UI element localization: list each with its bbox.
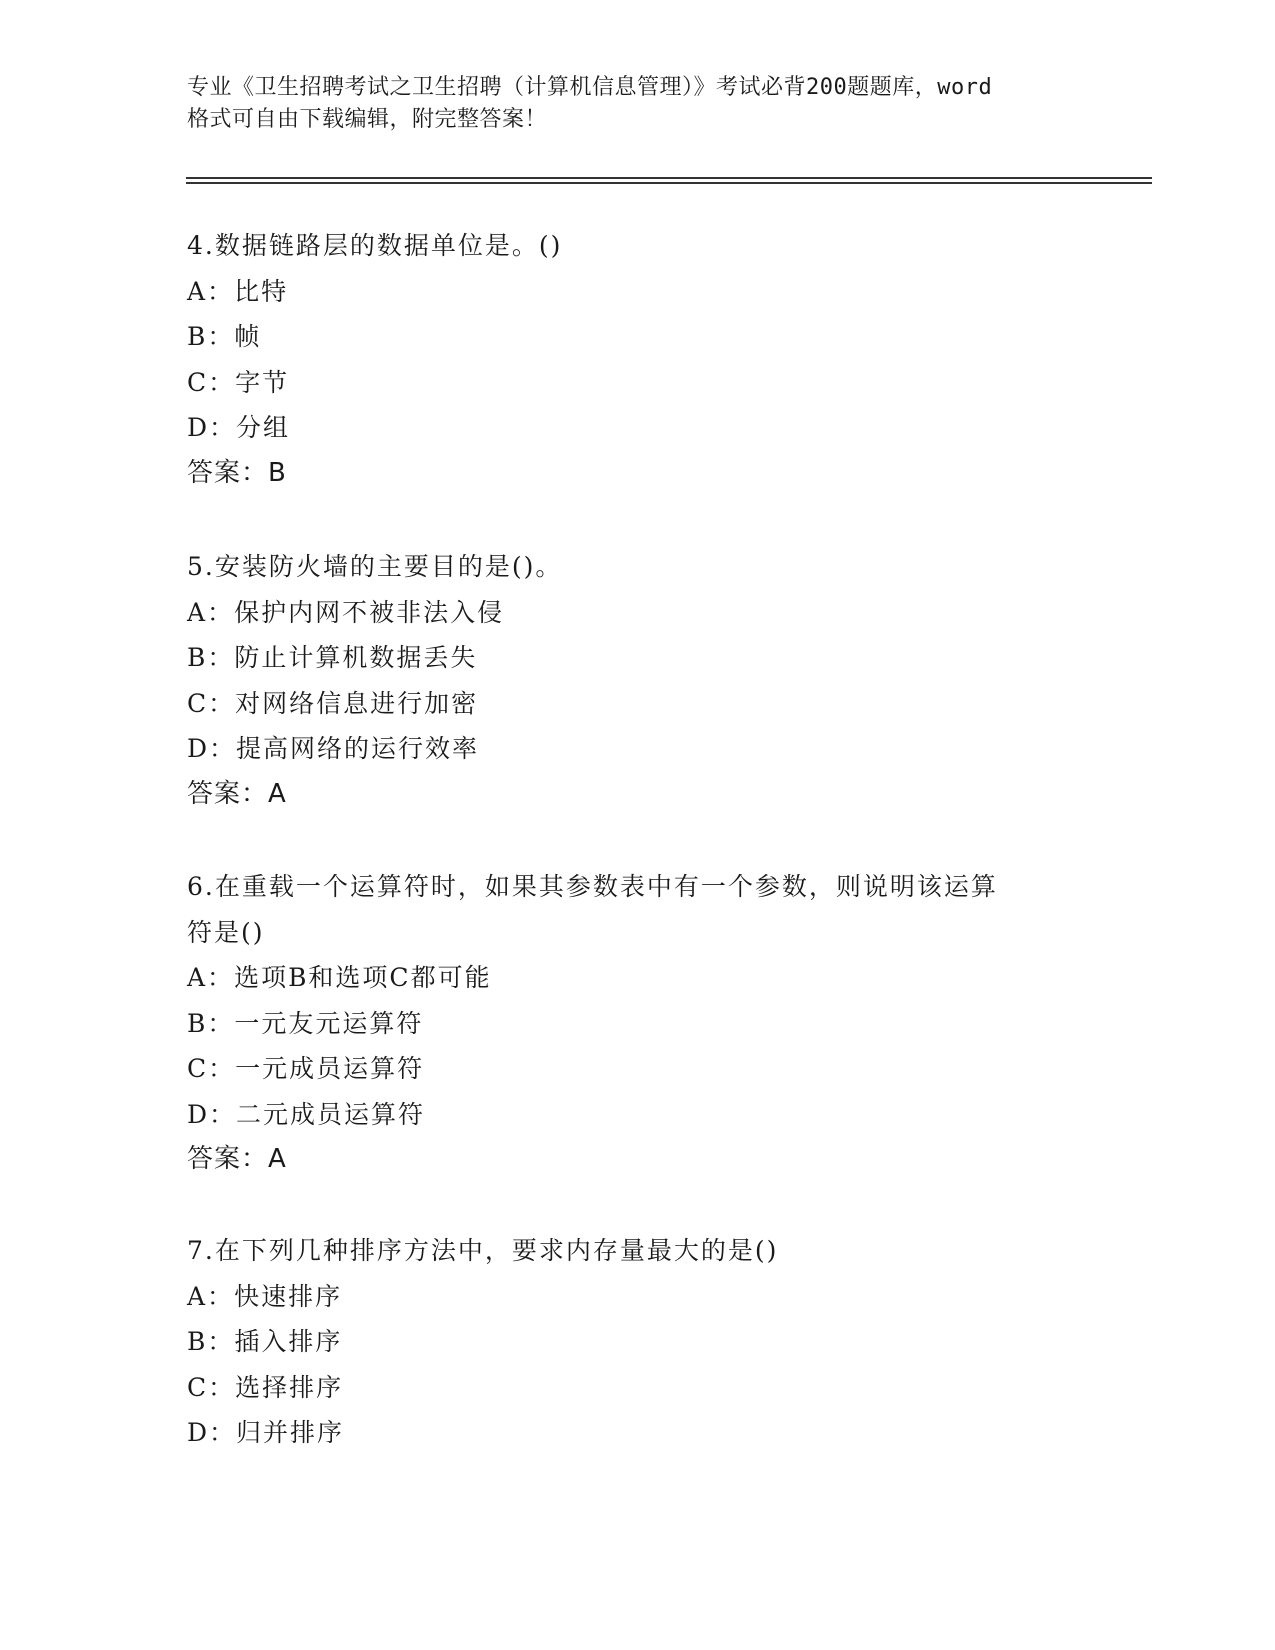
option-b [187, 635, 1107, 681]
option-b [187, 314, 1107, 360]
option-text: 一元成员运算符 [235, 1054, 425, 1083]
answer-line: 答案：A [187, 778, 287, 809]
option-text: 分组 [236, 413, 291, 442]
option-a [187, 590, 1107, 636]
header-line-1: 专业《卫生招聘考试之卫生招聘（计算机信息管理）》考试必背200题题库，word [187, 75, 993, 100]
option-text: 二元成员运算符 [236, 1099, 426, 1129]
option-key: C： [187, 367, 236, 397]
question-title: 5.安装防火墙的主要目的是()。 [187, 552, 563, 581]
option-b [187, 1319, 1107, 1365]
option-c [187, 1046, 1107, 1092]
option-key: C： [187, 688, 236, 718]
question-title: 4.数据链路层的数据单位是。() [187, 231, 563, 260]
option-text: 字节 [235, 367, 290, 397]
option-c [187, 1365, 1107, 1411]
option-key: A： [187, 597, 235, 627]
option-c [187, 360, 1107, 406]
option-text: 快速排序 [234, 1281, 343, 1311]
option-key: A： [187, 1281, 235, 1311]
header-divider-bottom [186, 182, 1152, 184]
question-block-7 [187, 1228, 1107, 1456]
option-key: B： [187, 1327, 235, 1356]
option-b [187, 1001, 1107, 1047]
option-a [187, 1274, 1107, 1320]
option-key: D： [187, 413, 237, 442]
option-key: B： [187, 1008, 235, 1038]
question-title-line-2: 符是() [187, 917, 265, 947]
option-d [187, 1092, 1107, 1138]
question-block-6 [187, 864, 1107, 1183]
option-text: 选择排序 [235, 1372, 344, 1402]
question-title-line-1: 6.在重载一个运算符时，如果其参数表中有一个参数，则说明该运算 [187, 872, 998, 901]
option-key: C： [187, 1372, 236, 1402]
option-key: D： [187, 734, 237, 763]
header-line-2: 格式可自由下载编辑，附完整答案！ [187, 107, 548, 132]
option-text: 对网络信息进行加密 [235, 688, 479, 718]
option-key: C： [187, 1054, 236, 1083]
option-key: D： [187, 1099, 237, 1129]
option-text: 一元友元运算符 [234, 1008, 424, 1038]
option-text: 帧 [234, 322, 262, 351]
option-c [187, 681, 1107, 727]
option-a [187, 269, 1107, 315]
option-text: 插入排序 [234, 1327, 343, 1356]
option-text: 保护内网不被非法入侵 [234, 597, 505, 627]
option-key: B： [187, 643, 235, 672]
option-key: A： [187, 963, 235, 992]
option-a [187, 955, 1107, 1001]
option-text: 提高网络的运行效率 [236, 734, 480, 763]
option-text: 归并排序 [236, 1418, 345, 1447]
option-text: 比特 [234, 276, 289, 306]
option-d [187, 726, 1107, 772]
option-d [187, 1410, 1107, 1456]
option-key: D： [187, 1418, 237, 1447]
answer-line: 答案：B [187, 457, 287, 488]
option-text: 选项B和选项C都可能 [234, 963, 492, 992]
question-title: 7.在下列几种排序方法中，要求内存量最大的是() [187, 1236, 779, 1265]
document-header [187, 72, 1107, 136]
header-divider-top [186, 177, 1152, 179]
option-key: A： [187, 276, 235, 306]
question-block-4 [187, 223, 1107, 496]
option-key: B： [187, 322, 235, 351]
answer-line: 答案：A [187, 1144, 287, 1174]
question-block-5 [187, 544, 1107, 817]
option-d [187, 405, 1107, 451]
option-text: 防止计算机数据丢失 [234, 643, 478, 672]
